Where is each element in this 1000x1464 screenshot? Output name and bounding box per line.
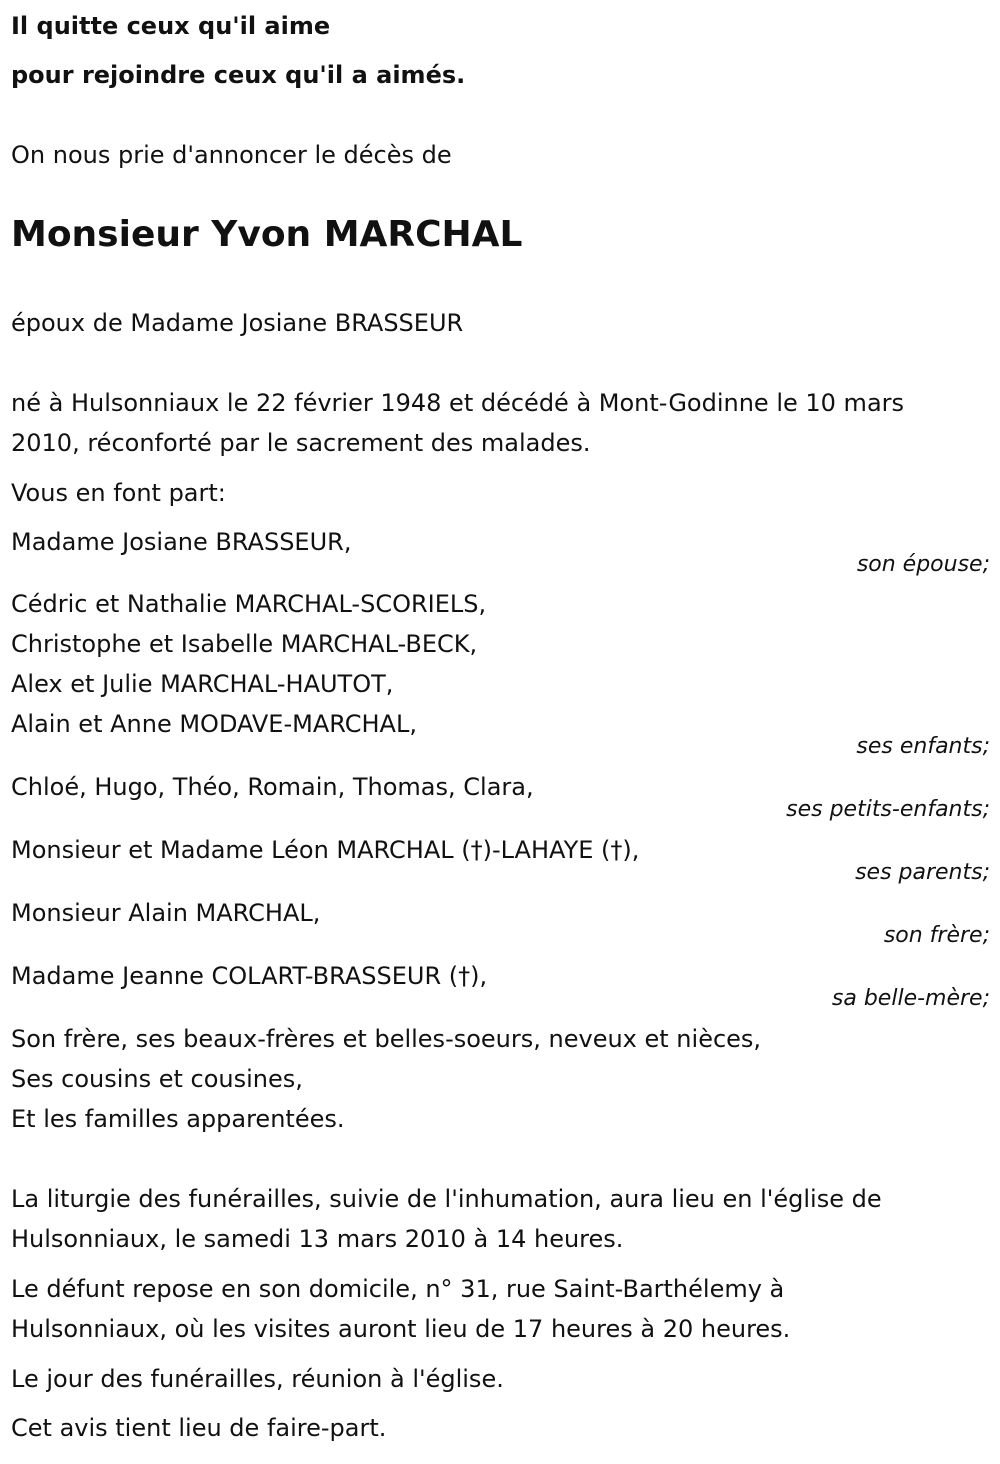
deceased-name: Monsieur Yvon MARCHAL (11, 214, 523, 255)
family-parents-names: Monsieur et Madame Léon MARCHAL (†)-LAHAYE (†), (11, 836, 640, 864)
family-brother-name: Monsieur Alain MARCHAL, (11, 899, 321, 927)
funeral-line-2: Hulsonniaux, le samedi 13 mars 2010 à 14 heures. (11, 1225, 624, 1253)
family-brother-role: son frère; (883, 923, 990, 948)
spouse-line: époux de Madame Josiane BRASSEUR (11, 309, 464, 337)
funeral-line-1: La liturgie des funérailles, suivie de l'inhumation, aura lieu en l'église de (11, 1185, 882, 1213)
epitaph-line-1: Il quitte ceux qu'il aime (11, 12, 331, 40)
family-child-4: Alain et Anne MODAVE-MARCHAL, (11, 710, 417, 738)
family-child-1: Cédric et Nathalie MARCHAL-SCORIELS, (11, 590, 487, 618)
family-others-3: Et les familles apparentées. (11, 1105, 345, 1133)
family-spouse-name: Madame Josiane BRASSEUR, (11, 528, 352, 556)
family-grandchildren-names: Chloé, Hugo, Théo, Romain, Thomas, Clara, (11, 773, 534, 801)
rest-line-2: Hulsonniaux, où les visites auront lieu de 17 heures à 20 heures. (11, 1315, 791, 1343)
announce-text: Vous en font part: (11, 479, 226, 507)
family-parents-role: ses parents; (855, 860, 990, 885)
family-others-1: Son frère, ses beaux-frères et belles-soeurs, neveux et nièces, (11, 1025, 762, 1053)
family-children-role: ses enfants; (856, 734, 990, 759)
birth-death-line-1: né à Hulsonniaux le 22 février 1948 et décédé à Mont-Godinne le 10 mars (11, 389, 905, 417)
family-others-2: Ses cousins et cousines, (11, 1065, 303, 1093)
birth-death-line-2: 2010, réconforté par le sacrement des malades. (11, 429, 591, 457)
family-grandchildren-role: ses petits-enfants; (786, 797, 990, 822)
closing-text: Cet avis tient lieu de faire-part. (11, 1414, 387, 1442)
epitaph-line-2: pour rejoindre ceux qu'il a aimés. (11, 61, 466, 89)
family-spouse-role: son épouse; (856, 552, 990, 577)
family-child-2: Christophe et Isabelle MARCHAL-BECK, (11, 630, 478, 658)
intro-text: On nous prie d'annoncer le décès de (11, 141, 452, 169)
meeting-text: Le jour des funérailles, réunion à l'église. (11, 1365, 504, 1393)
family-mother-in-law-name: Madame Jeanne COLART-BRASSEUR (†), (11, 962, 488, 990)
rest-line-1: Le défunt repose en son domicile, n° 31, rue Saint-Barthélemy à (11, 1275, 785, 1303)
family-mother-in-law-role: sa belle-mère; (831, 986, 990, 1011)
family-child-3: Alex et Julie MARCHAL-HAUTOT, (11, 670, 394, 698)
